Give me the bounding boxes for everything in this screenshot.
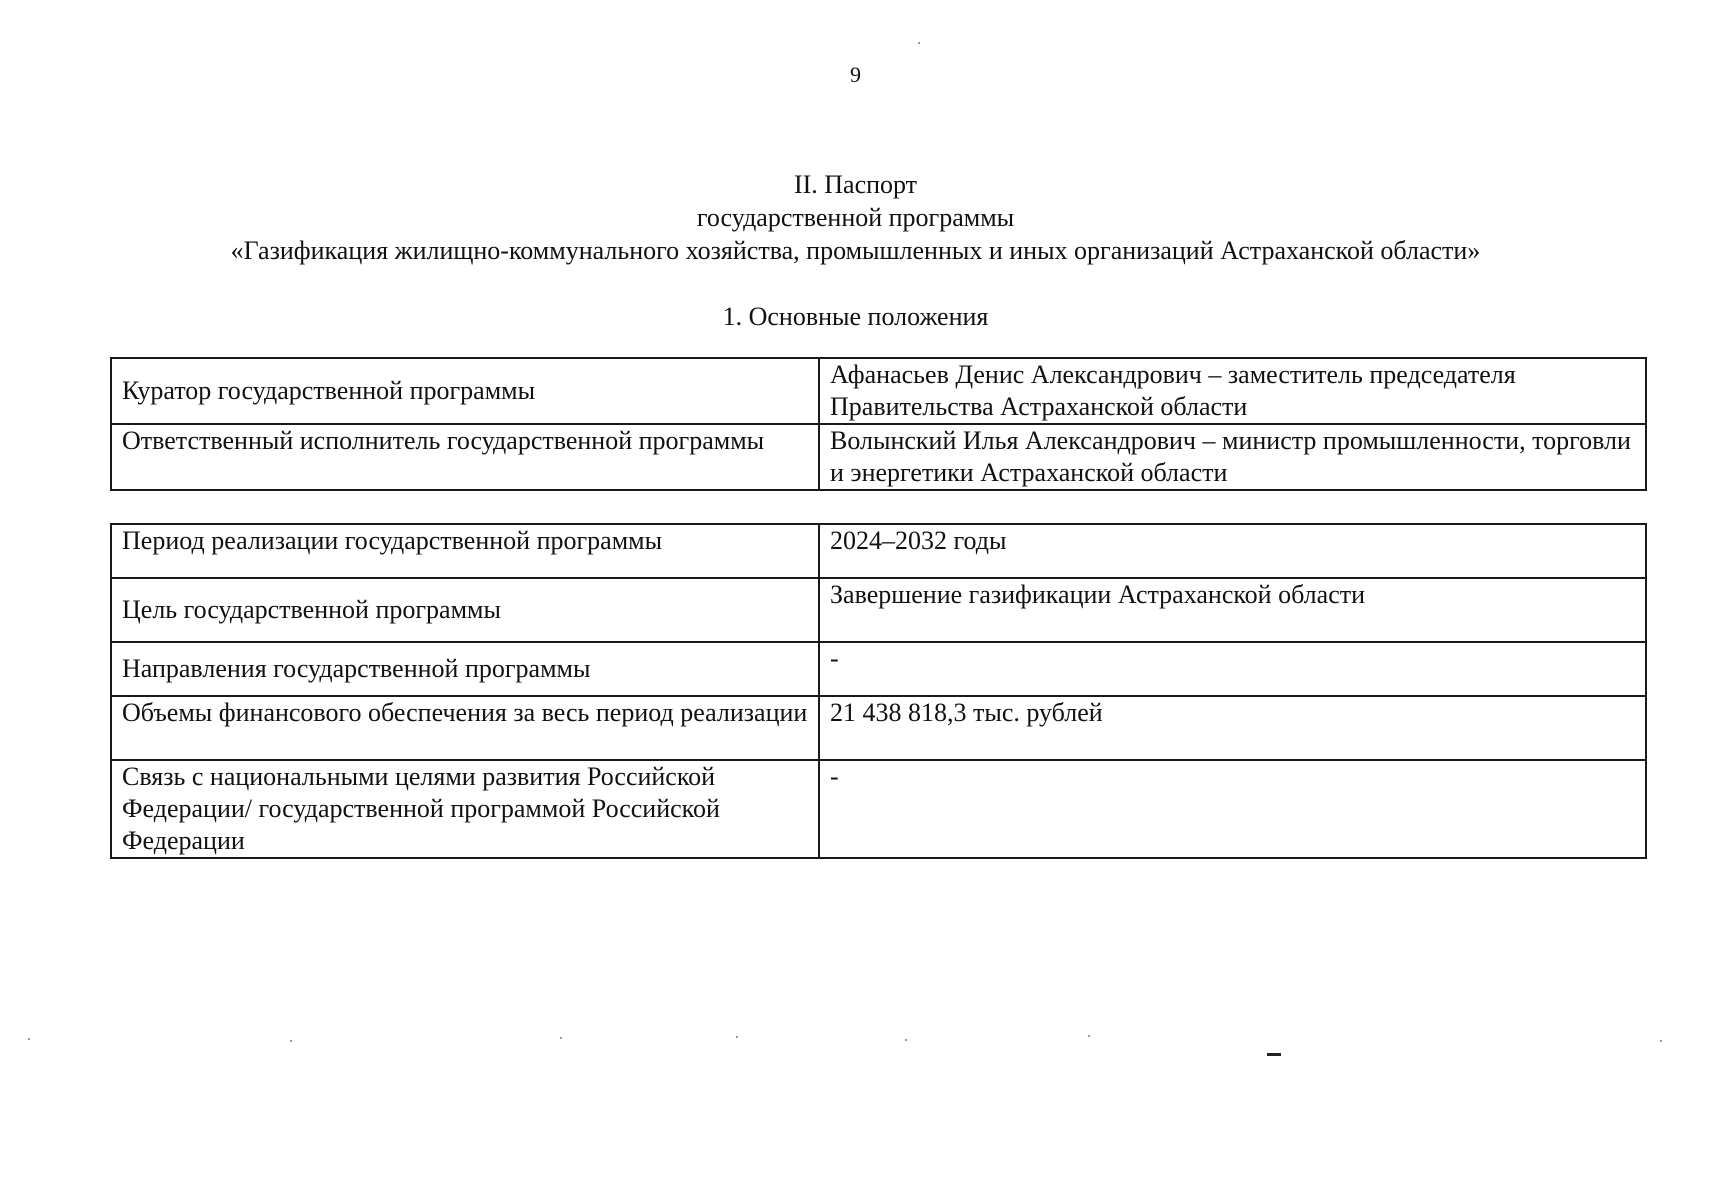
table-row-directions: [111, 642, 1646, 696]
period-value: 2024–2032 годы: [819, 524, 1646, 578]
national-goals-label: Связь с национальными целями развития Российской Федерации/ государственной программой Российской Федерации: [111, 760, 819, 858]
page-number: 9: [850, 62, 861, 87]
goal-label: Цель государственной программы: [111, 578, 819, 642]
scan-speck: [560, 1037, 562, 1039]
scan-speck: [905, 1039, 907, 1041]
responsible-persons-table: [110, 357, 1647, 491]
table-row-funding: [111, 696, 1646, 760]
directions-value: -: [819, 642, 1646, 696]
period-label: Период реализации государственной программы: [111, 524, 819, 578]
table-row-national-goals: [111, 760, 1646, 858]
national-goals-value: -: [819, 760, 1646, 858]
scan-speck: [290, 1040, 292, 1042]
scan-mark: [1267, 1053, 1281, 1056]
program-details-table: [110, 523, 1647, 859]
passport-heading: [0, 168, 1711, 267]
goal-value: Завершение газификации Астраханской области: [819, 578, 1646, 642]
table-row-goal: [111, 578, 1646, 642]
funding-value: 21 438 818,3 тыс. рублей: [819, 696, 1646, 760]
section-title: 1. Основные положения: [722, 302, 989, 331]
scan-speck: [918, 42, 920, 44]
table-row-period: [111, 524, 1646, 578]
responsible-executor-label: Ответственный исполнитель государственной программы: [111, 424, 819, 490]
heading-section-number: II. Паспорт: [793, 170, 918, 199]
table-row-responsible-executor: [111, 424, 1646, 490]
curator-value: Афанасьев Денис Александрович – заместитель председателя Правительства Астраханской области: [819, 358, 1646, 424]
directions-label: Направления государственной программы: [111, 642, 819, 696]
table-row-curator: [111, 358, 1646, 424]
heading-subtitle: государственной программы: [696, 203, 1015, 232]
heading-program-name: «Газификация жилищно-коммунального хозяйства, промышленных и иных организаций Астраханской области»: [230, 236, 1481, 265]
funding-label: Объемы финансового обеспечения за весь период реализации: [111, 696, 819, 760]
scan-speck: [1660, 1040, 1662, 1042]
responsible-executor-value: Волынский Илья Александрович – министр промышленности, торговли и энергетики Астраханской области: [819, 424, 1646, 490]
scan-speck: [1088, 1035, 1090, 1037]
scan-speck: [28, 1038, 30, 1040]
curator-label: Куратор государственной программы: [111, 358, 819, 424]
scan-speck: [736, 1036, 738, 1038]
